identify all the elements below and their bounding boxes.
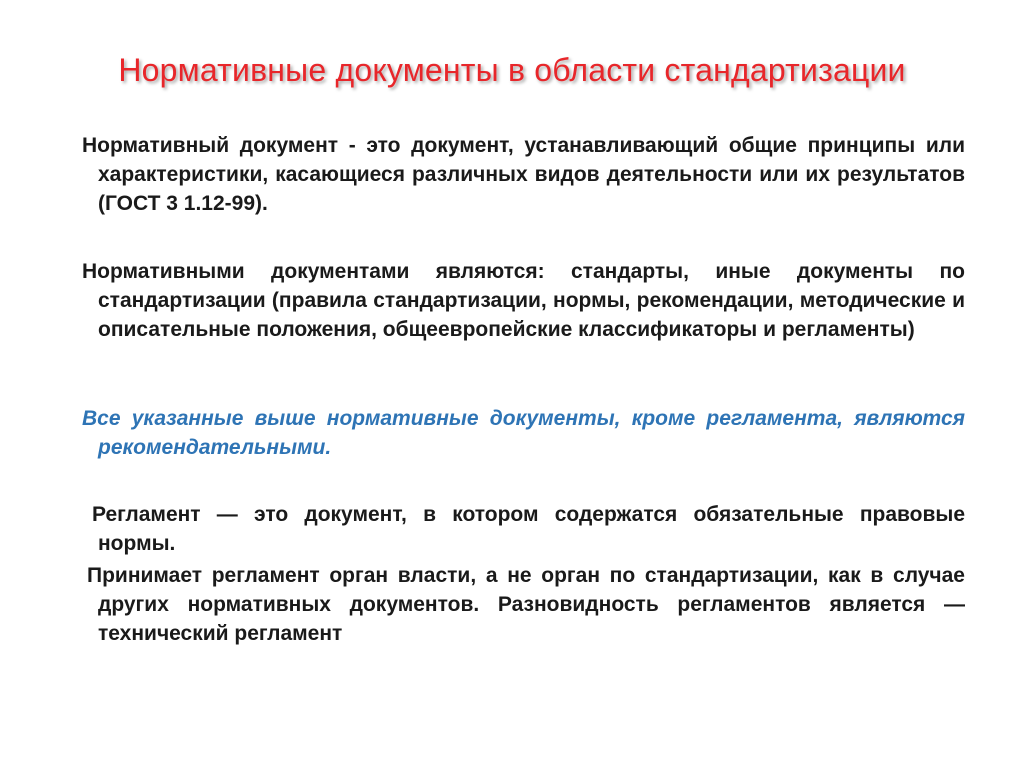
definition-paragraph: Нормативный документ - это документ, устанавливающий общие принципы или характеристики, касающиеся различных видов деятельности или их результатов (ГОСТ 3 1.12-99).	[82, 134, 965, 215]
document-types-paragraph: Нормативными документами являются: стандарты, иные документы по стандартизации (правила стандартизации, нормы, рекомендации, методические и описательные положения, общеевропейские классификаторы и регламенты)	[82, 260, 965, 341]
regulation-definition-paragraph: Регламент — это документ, в котором содержатся обязательные правовые нормы.	[92, 503, 965, 555]
recommendation-note: Все указанные выше нормативные документы, кроме регламента, являются рекомендательными.	[82, 407, 965, 459]
slide-title: Нормативные документы в области стандартизации	[118, 52, 906, 88]
regulation-adoption-paragraph: Принимает регламент орган власти, а не орган по стандартизации, как в случае других нормативных документов. Разновидность регламентов является — технический регламент	[87, 564, 965, 645]
